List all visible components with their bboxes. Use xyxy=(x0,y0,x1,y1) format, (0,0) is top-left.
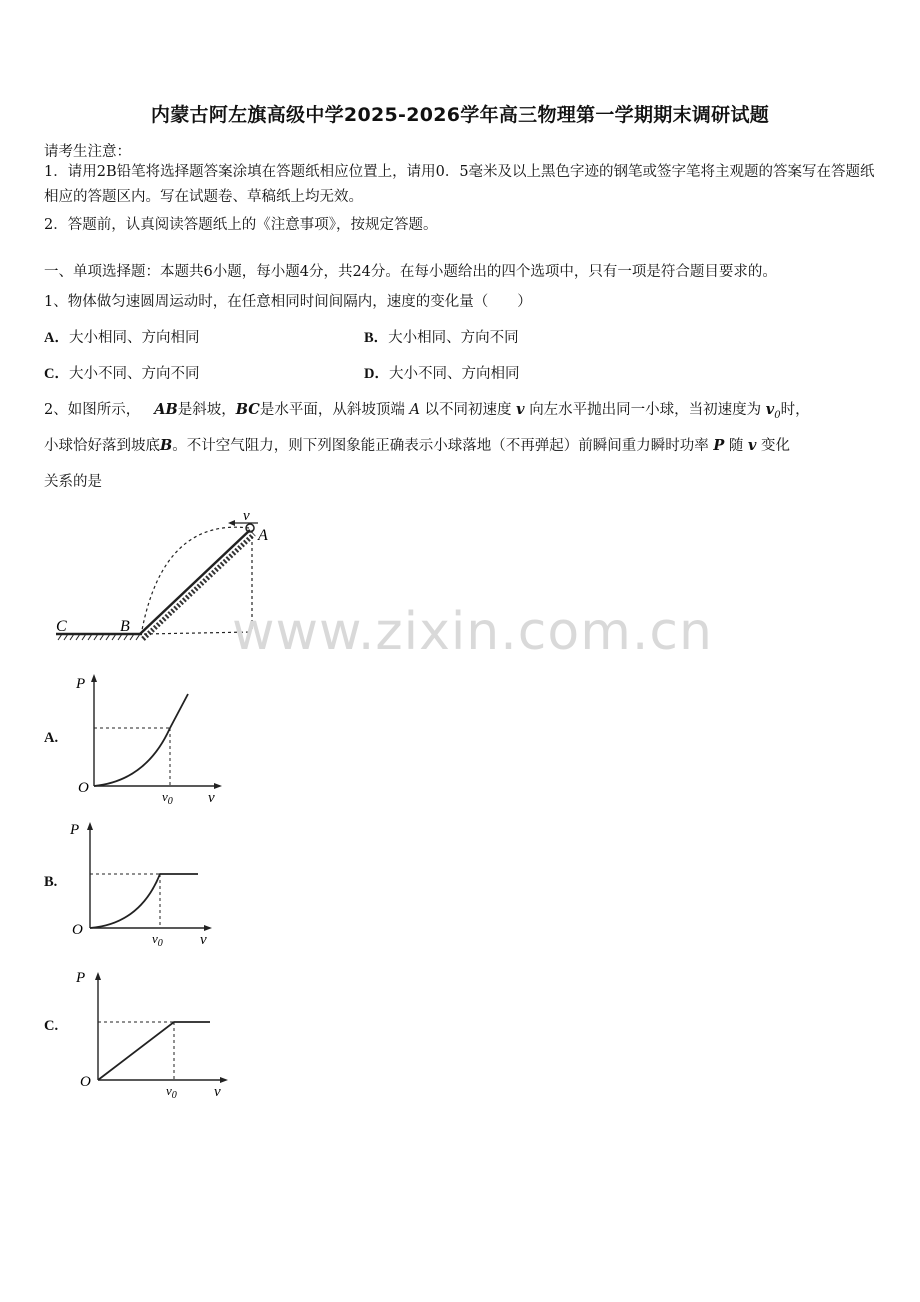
q1-option-a[interactable] xyxy=(44,326,199,347)
notice-item-1: 1．请用2B铅笔将选择题答案涂填在答题纸相应位置上，请用0．5毫米及以上黑色字迹的钢笔或签字笔将主观题的答案写在答题纸相应的答题区内。写在试题卷、草稿纸上均无效。 xyxy=(44,164,875,205)
q2-symbol-ab: AB xyxy=(154,401,178,418)
x-arrowhead xyxy=(214,783,222,789)
notice-header: 请考生注意： xyxy=(44,144,131,160)
option-text: 大小不同、方向相同 xyxy=(388,366,520,382)
option-label: A． xyxy=(44,330,69,346)
tick-v0: $v_0$ xyxy=(166,1083,177,1101)
watermark: www.zixin.com.cn xyxy=(232,602,713,662)
option-label: C． xyxy=(44,366,69,382)
q2-text: 时， xyxy=(780,402,810,418)
q2-text: 。不计空气阻力，则下列图象能正确表示小球落地（不再弹起）前瞬间重力瞬时功率 xyxy=(172,438,709,454)
q2-symbol-p: P xyxy=(713,437,725,454)
graph-b[interactable] xyxy=(68,814,218,950)
q2-symbol-v: v xyxy=(516,401,525,418)
label-v: v xyxy=(243,508,250,524)
q2-option-a-label[interactable]: A. xyxy=(44,730,59,746)
x-arrowhead xyxy=(204,925,212,931)
y-label: P xyxy=(76,970,86,986)
q1-option-d[interactable] xyxy=(364,362,519,383)
graph-a[interactable] xyxy=(74,668,224,808)
curve xyxy=(94,694,188,786)
q2-text: 2、如图所示， xyxy=(44,402,141,418)
x-label: v xyxy=(208,790,215,806)
label-a: A xyxy=(258,527,268,544)
q2-text: 是水平面，从斜坡顶端 xyxy=(259,402,405,418)
q1-stem: 1、物体做匀速圆周运动时，在任意相同时间间隔内，速度的变化量（ ） xyxy=(44,294,532,310)
page-title: 内蒙古阿左旗高级中学2025-2026学年高三物理第一学期期末调研试题 xyxy=(150,104,770,126)
origin-label: O xyxy=(72,922,83,938)
graph-c[interactable] xyxy=(74,962,234,1102)
x-label: v xyxy=(200,932,207,948)
section-heading: 一、单项选择题：本题共6小题，每小题4分，共24分。在每小题给出的四个选项中，只有一项是符合题目要求的。 xyxy=(44,264,777,280)
q2-text: 随 xyxy=(728,438,744,454)
option-text: 大小不同、方向不同 xyxy=(68,366,200,382)
label-b: B xyxy=(120,618,130,635)
tick-v0: $v_0$ xyxy=(152,931,163,949)
tick-v0: $v_0$ xyxy=(162,789,173,807)
x-arrowhead xyxy=(220,1077,228,1083)
q2-symbol-v: v xyxy=(748,437,757,454)
origin-label: O xyxy=(80,1074,91,1090)
option-label: B． xyxy=(364,330,389,346)
q2-stem-line3: 关系的是 xyxy=(44,474,102,490)
option-label: D． xyxy=(364,366,389,382)
origin-label: O xyxy=(78,780,89,796)
y-label: P xyxy=(70,822,80,838)
q2-option-c-label[interactable]: C. xyxy=(44,1018,59,1034)
y-arrowhead xyxy=(91,674,97,682)
q2-text: 是斜坡， xyxy=(177,402,236,418)
q2-stem-line2 xyxy=(44,434,790,455)
option-text: 大小相同、方向不同 xyxy=(388,330,519,346)
q2-symbol-a: A xyxy=(409,402,420,418)
velocity-arrowhead xyxy=(228,520,235,526)
notice-item-2: 2．答题前，认真阅读答题纸上的《注意事项》，按规定答题。 xyxy=(44,217,438,233)
x-label: v xyxy=(214,1084,221,1100)
q2-stem-line1 xyxy=(44,398,810,421)
y-arrowhead xyxy=(95,972,101,980)
q2-text: 变化 xyxy=(761,438,791,454)
q2-symbol-b: B xyxy=(160,437,173,454)
option-text: 大小相同、方向相同 xyxy=(68,330,200,346)
y-arrowhead xyxy=(87,822,93,830)
curve xyxy=(90,874,198,928)
q2-text: 小球恰好落到坡底 xyxy=(44,438,160,454)
q2-text: 以不同初速度 xyxy=(424,402,512,418)
label-c: C xyxy=(56,618,67,635)
q2-symbol-bc: BC xyxy=(235,401,260,418)
curve xyxy=(98,1022,210,1080)
q2-symbol-v0: $v_0$ xyxy=(765,401,781,421)
q1-option-c[interactable] xyxy=(44,362,199,383)
q1-option-b[interactable] xyxy=(364,326,519,347)
q2-text: 向左水平抛出同一小球，当初速度为 xyxy=(529,402,762,418)
y-label: P xyxy=(76,676,86,692)
q2-option-b-label[interactable]: B. xyxy=(44,874,58,890)
